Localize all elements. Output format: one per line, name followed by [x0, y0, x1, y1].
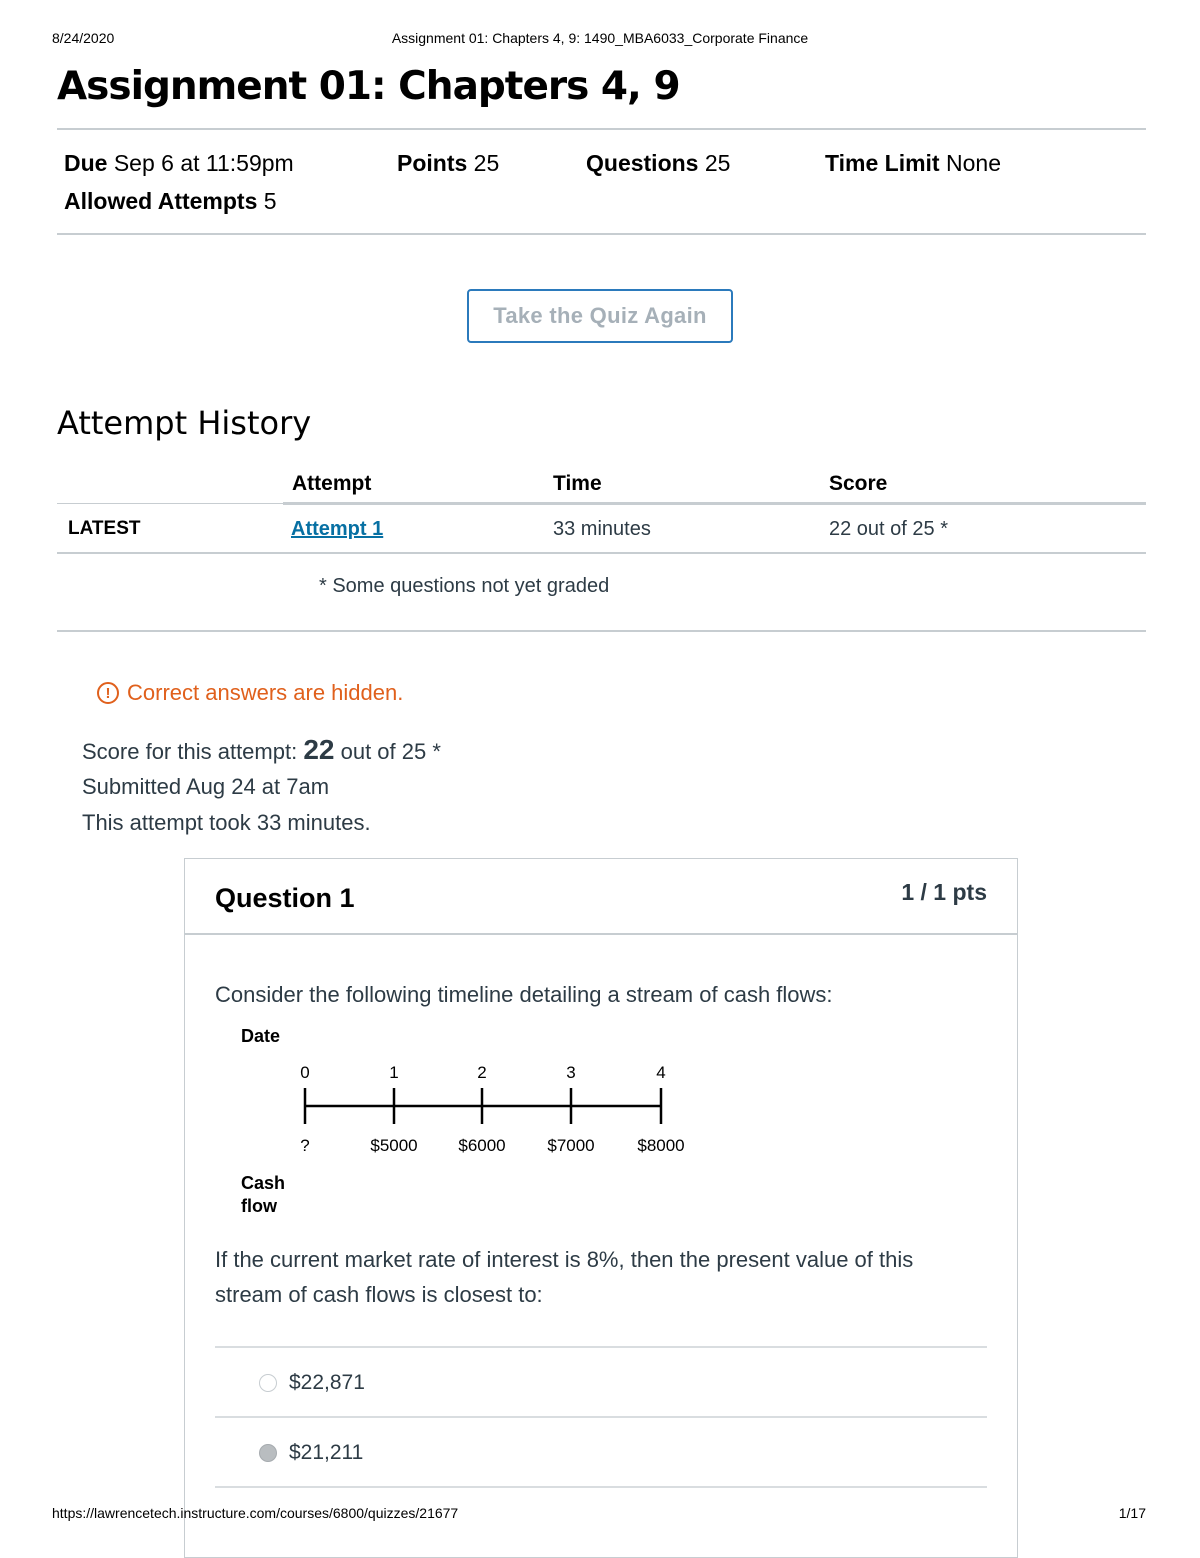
print-url: https://lawrencetech.instructure.com/courses/6800/quizzes/21677	[52, 1505, 459, 1521]
time-limit-label: Time Limit	[825, 150, 940, 176]
cash-flow-value: $5000	[370, 1136, 418, 1155]
points-detail	[397, 150, 499, 177]
question-stem-line-1: If the current market rate of interest is 8%, then the present value of this	[215, 1247, 914, 1272]
time-limit-detail	[825, 150, 1001, 177]
question-stem-line-2: stream of cash flows is closest to:	[215, 1282, 543, 1307]
answer-option[interactable]	[259, 1371, 365, 1395]
due-value: Sep 6 at 11:59pm	[113, 150, 294, 176]
questions-label: Questions	[586, 150, 699, 176]
answer-divider	[215, 1416, 987, 1418]
score-value: 22	[303, 734, 335, 765]
answer-divider	[215, 1486, 987, 1488]
answer-label: $21,211	[289, 1441, 364, 1464]
attempt-duration: This attempt took 33 minutes.	[82, 810, 371, 835]
points-label: Points	[397, 150, 468, 176]
print-footer	[0, 1505, 1200, 1525]
timeline-date-label: Date	[241, 1026, 281, 1046]
cash-flow-value: $8000	[637, 1136, 685, 1155]
timeline-flow-label: flow	[241, 1196, 277, 1216]
question-prompt: Consider the following timeline detailing a stream of cash flows:	[215, 982, 833, 1007]
latest-badge: LATEST	[68, 518, 141, 539]
question-points: 1 / 1 pts	[901, 879, 987, 905]
question-title: Question 1	[215, 883, 355, 913]
points-value: 25	[473, 150, 500, 176]
timeline-cash-label: Cash	[241, 1173, 286, 1193]
due-detail	[64, 150, 294, 177]
cash-flow-timeline	[225, 1019, 705, 1219]
table-row-divider	[57, 552, 1146, 554]
score-prefix: Score for this attempt:	[82, 739, 298, 764]
attempt-score-summary	[82, 734, 441, 766]
attempt-score: 22 out of 25 *	[829, 518, 948, 540]
allowed-attempts-detail	[64, 188, 277, 215]
cash-flow-value: ?	[300, 1136, 310, 1155]
column-header-time: Time	[553, 472, 602, 495]
question-card	[184, 858, 1018, 1558]
timeline-cash-flows	[300, 1136, 684, 1155]
take-quiz-again-button[interactable]: Take the Quiz Again	[467, 289, 733, 343]
page-title: Assignment 01: Chapters 4, 9	[57, 64, 680, 109]
radio-button-selected[interactable]	[259, 1444, 277, 1462]
answer-divider	[215, 1346, 987, 1348]
attempt-history-title: Attempt History	[57, 404, 312, 442]
radio-button[interactable]	[259, 1374, 277, 1392]
period-label: 0	[300, 1063, 310, 1082]
allowed-attempts-value: 5	[263, 188, 277, 214]
period-label: 3	[566, 1063, 576, 1082]
column-header-attempt: Attempt	[292, 472, 372, 495]
due-label: Due	[64, 150, 108, 176]
answer-option-selected[interactable]	[259, 1441, 363, 1465]
print-header	[0, 30, 1200, 50]
divider	[57, 128, 1146, 130]
alert-circle-icon: !	[97, 682, 119, 704]
cash-flow-value: $7000	[547, 1136, 595, 1155]
print-date: 8/24/2020	[52, 30, 115, 46]
print-page-title: Assignment 01: Chapters 4, 9: 1490_MBA6033_Corporate Finance	[391, 30, 809, 46]
answers-hidden-text: Correct answers are hidden.	[127, 680, 404, 705]
period-label: 1	[389, 1063, 399, 1082]
period-label: 2	[477, 1063, 487, 1082]
timeline-periods	[300, 1063, 665, 1082]
grading-note: * Some questions not yet graded	[319, 575, 610, 597]
table-header-divider	[283, 502, 1146, 505]
answers-hidden-notice	[97, 680, 403, 706]
time-limit-value: None	[946, 150, 1001, 176]
print-page-count: 1/17	[1118, 1505, 1146, 1521]
question-header	[185, 859, 1017, 935]
submitted-time: Submitted Aug 24 at 7am	[82, 774, 330, 799]
divider	[57, 233, 1146, 235]
allowed-attempts-label: Allowed Attempts	[64, 188, 258, 214]
attempt-1-link[interactable]: Attempt 1	[291, 518, 384, 540]
score-suffix: out of 25 *	[340, 739, 441, 764]
timeline-axis	[305, 1088, 661, 1124]
questions-detail	[586, 150, 730, 177]
answer-label: $22,871	[289, 1371, 365, 1394]
divider	[57, 630, 1146, 632]
table-divider	[57, 503, 283, 504]
attempt-time: 33 minutes	[553, 518, 651, 540]
column-header-score: Score	[829, 472, 888, 495]
cash-flow-value: $6000	[458, 1136, 506, 1155]
questions-value: 25	[704, 150, 731, 176]
period-label: 4	[656, 1063, 666, 1082]
